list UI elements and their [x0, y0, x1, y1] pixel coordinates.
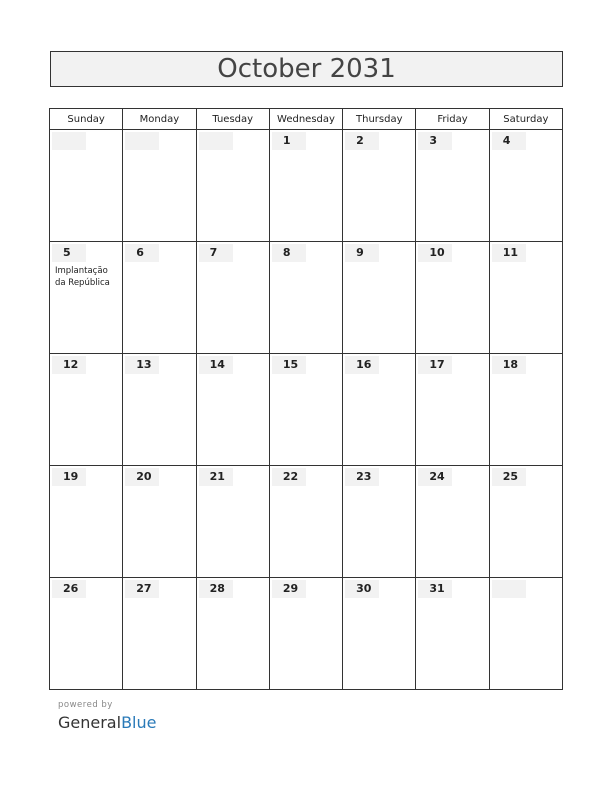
day-number: 5 — [52, 244, 86, 262]
day-number: 3 — [418, 132, 452, 150]
calendar-day-cell — [50, 354, 123, 466]
calendar-week-row — [50, 578, 563, 690]
brand-general: General — [58, 713, 122, 732]
weekday-tuesday: Tuesday — [196, 109, 269, 130]
calendar-day-cell — [416, 130, 489, 242]
calendar-day-cell — [416, 242, 489, 354]
calendar-day-cell — [416, 578, 489, 690]
weekday-header-row — [50, 109, 563, 130]
calendar-day-cell — [343, 354, 416, 466]
day-number: 28 — [199, 580, 233, 598]
calendar-title: October 2031 — [50, 51, 563, 87]
footer — [58, 700, 156, 732]
weekday-thursday: Thursday — [343, 109, 416, 130]
calendar-day-cell — [50, 130, 123, 242]
day-number: 19 — [52, 468, 86, 486]
calendar-day-cell — [50, 242, 123, 354]
weekday-sunday: Sunday — [50, 109, 123, 130]
day-number: 24 — [418, 468, 452, 486]
day-number: 29 — [272, 580, 306, 598]
calendar-day-cell — [123, 578, 196, 690]
calendar-day-cell — [489, 466, 562, 578]
brand-blue: Blue — [121, 713, 157, 732]
day-number: 14 — [199, 356, 233, 374]
calendar-day-cell — [489, 130, 562, 242]
day-number — [199, 132, 233, 150]
calendar-day-cell — [123, 130, 196, 242]
weekday-monday: Monday — [123, 109, 196, 130]
day-number: 4 — [492, 132, 526, 150]
calendar-day-cell — [489, 354, 562, 466]
weekday-saturday: Saturday — [489, 109, 562, 130]
day-number: 8 — [272, 244, 306, 262]
calendar-day-cell — [196, 354, 269, 466]
day-number — [492, 580, 526, 598]
calendar-week-row — [50, 130, 563, 242]
day-number — [52, 132, 86, 150]
calendar-day-cell — [269, 242, 342, 354]
calendar-day-cell — [196, 130, 269, 242]
calendar-day-cell — [123, 466, 196, 578]
day-number: 31 — [418, 580, 452, 598]
day-number: 16 — [345, 356, 379, 374]
calendar-day-cell — [416, 354, 489, 466]
calendar-day-cell — [489, 242, 562, 354]
calendar-day-cell — [343, 242, 416, 354]
calendar-day-cell — [50, 466, 123, 578]
calendar-day-cell — [196, 466, 269, 578]
calendar-day-cell — [269, 354, 342, 466]
calendar-day-cell — [269, 130, 342, 242]
weekday-wednesday: Wednesday — [269, 109, 342, 130]
day-number: 26 — [52, 580, 86, 598]
calendar-day-cell — [416, 466, 489, 578]
holiday-label: Implantação da República — [55, 266, 110, 288]
day-number: 6 — [125, 244, 159, 262]
weekday-friday: Friday — [416, 109, 489, 130]
day-number: 17 — [418, 356, 452, 374]
day-number: 15 — [272, 356, 306, 374]
day-number: 2 — [345, 132, 379, 150]
day-number: 11 — [492, 244, 526, 262]
calendar-day-cell — [343, 130, 416, 242]
calendar-week-row — [50, 466, 563, 578]
day-number: 20 — [125, 468, 159, 486]
calendar-day-cell — [123, 242, 196, 354]
day-number: 1 — [272, 132, 306, 150]
day-number — [125, 132, 159, 150]
day-number: 27 — [125, 580, 159, 598]
day-number: 21 — [199, 468, 233, 486]
day-number: 9 — [345, 244, 379, 262]
day-number: 12 — [52, 356, 86, 374]
calendar-day-cell — [269, 466, 342, 578]
calendar-day-cell — [343, 578, 416, 690]
day-number: 18 — [492, 356, 526, 374]
calendar-week-row — [50, 354, 563, 466]
generalblue-logo — [58, 713, 156, 732]
powered-by-text: powered by — [58, 700, 113, 710]
day-number: 25 — [492, 468, 526, 486]
calendar-day-cell — [123, 354, 196, 466]
day-number: 22 — [272, 468, 306, 486]
calendar-day-cell — [489, 578, 562, 690]
calendar-grid — [49, 108, 563, 690]
day-number: 23 — [345, 468, 379, 486]
day-number: 13 — [125, 356, 159, 374]
day-number: 7 — [199, 244, 233, 262]
calendar-day-cell — [196, 242, 269, 354]
calendar-day-cell — [343, 466, 416, 578]
day-number: 30 — [345, 580, 379, 598]
calendar-body — [50, 130, 563, 690]
calendar-day-cell — [269, 578, 342, 690]
day-number: 10 — [418, 244, 452, 262]
calendar-day-cell — [50, 578, 123, 690]
calendar-day-cell — [196, 578, 269, 690]
calendar-week-row — [50, 242, 563, 354]
